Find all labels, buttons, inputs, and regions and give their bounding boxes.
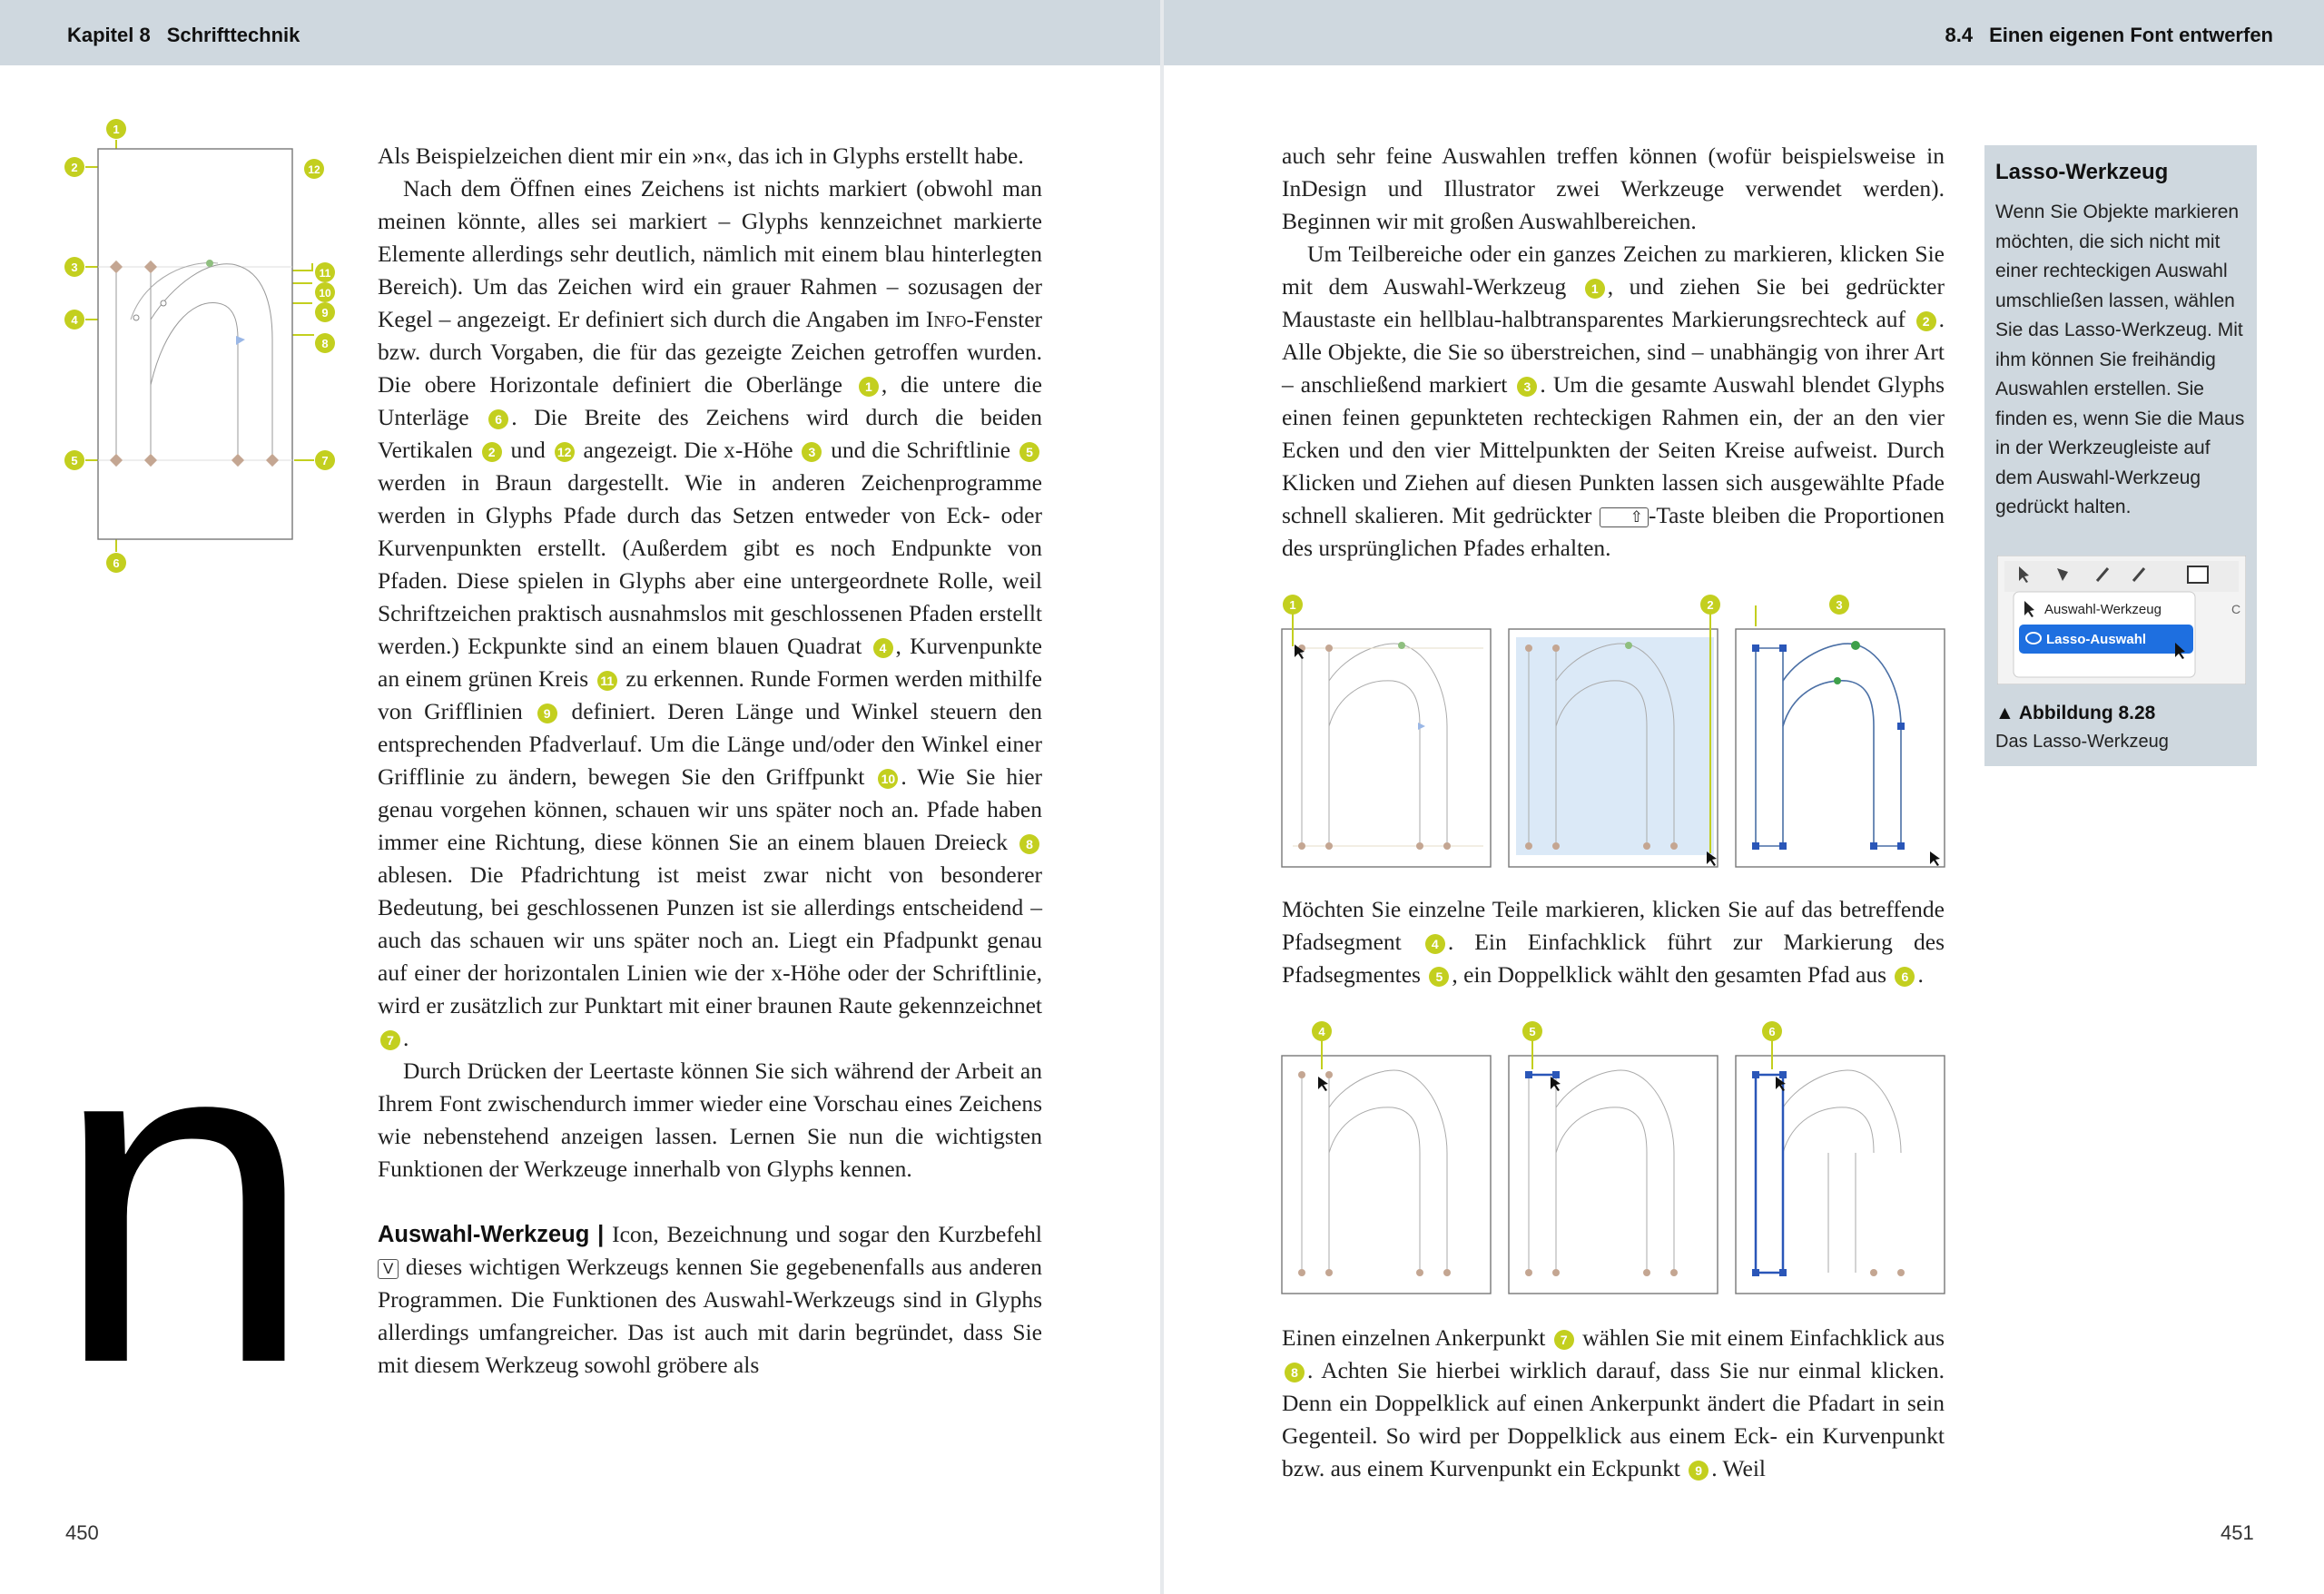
big-letter-n: n <box>53 934 316 1461</box>
sidebar-lasso <box>1984 145 2257 766</box>
diagram-marker: 7 <box>321 454 329 467</box>
sidebar-title: Lasso-Werkzeug <box>1995 160 2169 184</box>
figure-row-segments <box>1275 1017 1957 1298</box>
lasso-tool-screenshot <box>1997 556 2246 684</box>
section-heading-auswahl: Auswahl-Werkzeug <box>378 1222 590 1247</box>
figure-caption: Das Lasso-Werkzeug <box>1995 732 2169 752</box>
panel-4 <box>1282 1021 1491 1294</box>
chapter-number: Kapitel 8 <box>67 24 151 46</box>
sidebar-text: Wenn Sie Objekte markieren möchten, die sich nicht mit einer rechteckigen Auswahl umschließen lassen, wählen Sie das Lasso-Werkzeug. Mit ihm können Sie freihändig Auswahlen erstellen. Sie finden es, wenn Sie die Maus in der Werkzeugleiste auf dem Auswahl-Werkzeug gedrückt halten. <box>1995 202 2245 517</box>
left-page-header <box>0 0 1160 65</box>
page-number-right: 451 <box>2221 1521 2254 1544</box>
right-body-text-middle <box>1282 893 1945 991</box>
diagram-marker: 12 <box>308 163 320 176</box>
paragraph-section: Auswahl-Werkzeug | Icon, Bezeichnung und sogar den Kurzbefehl V dieses wichtigen Werkzeugs kennen Sie gegebenenfalls aus anderen Programmen. Die Funktionen des Auswahl-Werkzeugs sind in Glyphs allerdings umfangreicher. Das ist auch mit darin begründet, dass Sie mit diesem Werkzeug sowohl gröbere als <box>378 1221 1043 1378</box>
chapter-heading <box>67 24 300 47</box>
diagram-marker: 1 <box>113 123 120 136</box>
paragraph: Durch Drücken der Leertaste können Sie sich während der Arbeit an Ihrem Font zwischendurch immer wieder eine Vorschau eines Zeichens wie nebenstehend anzeigen lassen. Lernen Sie nun die wichtigsten Funktionen der Werkzeuge innerhalb von Glyphs kennen. <box>378 1058 1042 1182</box>
paragraph: Möchten Sie einzelne Teile markieren, klicken Sie auf das betreffende Pfadsegment 4 . Ein Einfachklick führt zur Markierung des Pfadsegmentes 5 , ein Doppelklick wählt den gesamten Pfad aus 6 . <box>1282 896 1945 988</box>
section-title: Einen eigenen Font entwerfen <box>1989 24 2273 46</box>
figure-marker: 4 <box>1318 1025 1325 1038</box>
right-body-text-bottom <box>1282 1322 1945 1485</box>
paragraph: Als Beispielzeichen dient mir ein »n«, das ich in Glyphs erstellt habe. <box>378 143 1024 169</box>
key-v: V <box>378 1259 399 1279</box>
figure-marker: 6 <box>1768 1025 1776 1038</box>
menu-letter: C <box>2231 602 2241 616</box>
panel-2 <box>1509 595 1720 867</box>
figure-row-selection <box>1275 590 1957 871</box>
figure-marker: 5 <box>1529 1025 1536 1038</box>
paragraph: Um Teilbereiche oder ein ganzes Zeichen zu markieren, klicken Sie mit dem Auswahl-Werkzeug 1 , und ziehen Sie bei gedrückter Maustaste ein hellblau-halbtransparentes Markierungsrechteck auf 2 . Alle Objekte, die Sie so überstreichen, sind – unabhängig von ihrer Art – anschließend markiert 3 . Um die gesamte Auswahl blendet Glyphs einen feinen gepunkteten rechteckigen Rahmen ein, der an den vier Ecken und den vier Mittelpunkten der Seiten Kreise aufweist. Durch Klicken und Ziehen auf diesen Punkten lassen sich ausgewählte Pfade schnell skalieren. Mit gedrückter ⇧ -Taste bleiben die Proportionen des ursprünglichen Pfades erhalten. <box>1282 241 1945 561</box>
panel-6 <box>1736 1021 1945 1294</box>
figure-marker: 3 <box>1836 598 1843 612</box>
key-shift: ⇧ <box>1600 507 1649 527</box>
chapter-title: Schrifttechnik <box>166 24 300 46</box>
right-page-header <box>1164 0 2324 65</box>
diagram-marker: 10 <box>319 287 331 300</box>
diagram-marker: 9 <box>321 306 329 320</box>
diagram-marker: 4 <box>71 313 78 327</box>
panel-1 <box>1282 595 1491 867</box>
diagram-marker: 11 <box>319 267 331 280</box>
diagram-marker: 5 <box>71 454 78 467</box>
diagram-marker: 6 <box>113 556 120 570</box>
diagram-marker: 2 <box>71 161 78 174</box>
book-spine <box>1160 0 1164 1594</box>
left-body-text <box>378 140 1042 1382</box>
right-body-text-top <box>1282 140 1945 565</box>
page-number-left: 450 <box>65 1521 99 1544</box>
paragraph: Nach dem Öffnen eines Zeichens ist nichts markiert (obwohl man meinen könnte, alles sei markiert – Glyphs kennzeichnet markierte Elemente allerdings sehr deutlich, nämlich mit einem blau hinterlegten Bereich). Um das Zeichen wird ein grauer Rahmen – sozusagen der Kegel – angezeigt. Er definiert sich durch die Angaben im Info-Fenster bzw. durch Vorgaben, die für das gezeigte Zeichen getroffen wurden. Die obere Horizontale definiert die Oberlänge 1 , die untere die Unterläge 6 . Die Breite des Zeichens wird durch die beiden Vertikalen 2 und 12 angezeigt. Die x-Höhe 3 und die Schriftlinie 5 werden in Braun dargestellt. Wie in anderen Zeichenprogramme werden in Glyphs Pfade durch das Setzen entweder von Eck- oder Kurvenpunkten erstellt. (Außerdem gibt es noch Endpunkte von Pfaden. Diese spielen in Glyphs aber eine untergeordnete Rolle, weil Schriftzeichen praktisch ausnahmslos mit geschlossenen Pfaden erstellt werden.) Eckpunkte sind an einem blauen Quadrat 4 , Kurvenpunkte an einem grünen Kreis 11 zu erkennen. Runde Formen werden mithilfe von Grifflinien 9 definiert. Deren Länge und Winkel steuern den entsprechenden Pfadverlauf. Um die Länge und/oder den Winkel einer Grifflinie zu ändern, bewegen Sie den Griffpunkt 10 . Wie Sie hier genau vorgehen können, schauen wir uns später noch an. Pfade haben immer eine Richtung, diese können Sie an einem blauen Dreieck 8 ablesen. Die Pfadrichtung ist meist zwar nicht von besonderer Bedeutung, bei geschlossenen Punzen ist sie allerdings entscheidend – auch das schauen wir uns später noch an. Liegt ein Pfadpunkt genau auf einer der horizontalen Linien wie der x-Höhe oder der Schriftlinie, wird er zusätzlich zur Punktart mit einer braunen Raute gekennzeichnet 7 . <box>378 175 1043 1051</box>
glyph-n-diagram <box>54 113 354 585</box>
panel-3 <box>1736 595 1945 867</box>
panel-5 <box>1509 1021 1718 1294</box>
menu-item-auswahl: Auswahl-Werkzeug <box>2044 602 2162 617</box>
figure-marker: 2 <box>1707 598 1714 612</box>
menu-item-lasso: Lasso-Auswahl <box>2046 632 2147 647</box>
paragraph: Einen einzelnen Ankerpunkt 7 wählen Sie mit einem Einfachklick aus 8 . Achten Sie hierbei wirklich darauf, dass Sie nur einmal klicken. Denn ein Doppelklick auf einen Ankerpunkt ändert die Pfadart in sein Gegenteil. So wird per Doppelklick aus einem Eck- ein Kurvenpunkt bzw. aus einem Kurvenpunkt ein Eckpunkt 9 . Weil <box>1282 1324 1945 1481</box>
figure-label: ▲ Abbildung 8.28 <box>1995 703 2156 723</box>
section-number: 8.4 <box>1945 24 1974 46</box>
diagram-marker: 3 <box>71 261 78 274</box>
figure-marker: 1 <box>1289 598 1296 612</box>
diagram-marker: 8 <box>321 337 329 350</box>
section-heading <box>1945 24 2273 47</box>
paragraph: auch sehr feine Auswahlen treffen können (wofür beispielsweise in InDesign und Illustrator zwei Werkzeuge verwendet werden). Beginnen wir mit großen Auswahlbereichen. <box>1282 143 1945 234</box>
